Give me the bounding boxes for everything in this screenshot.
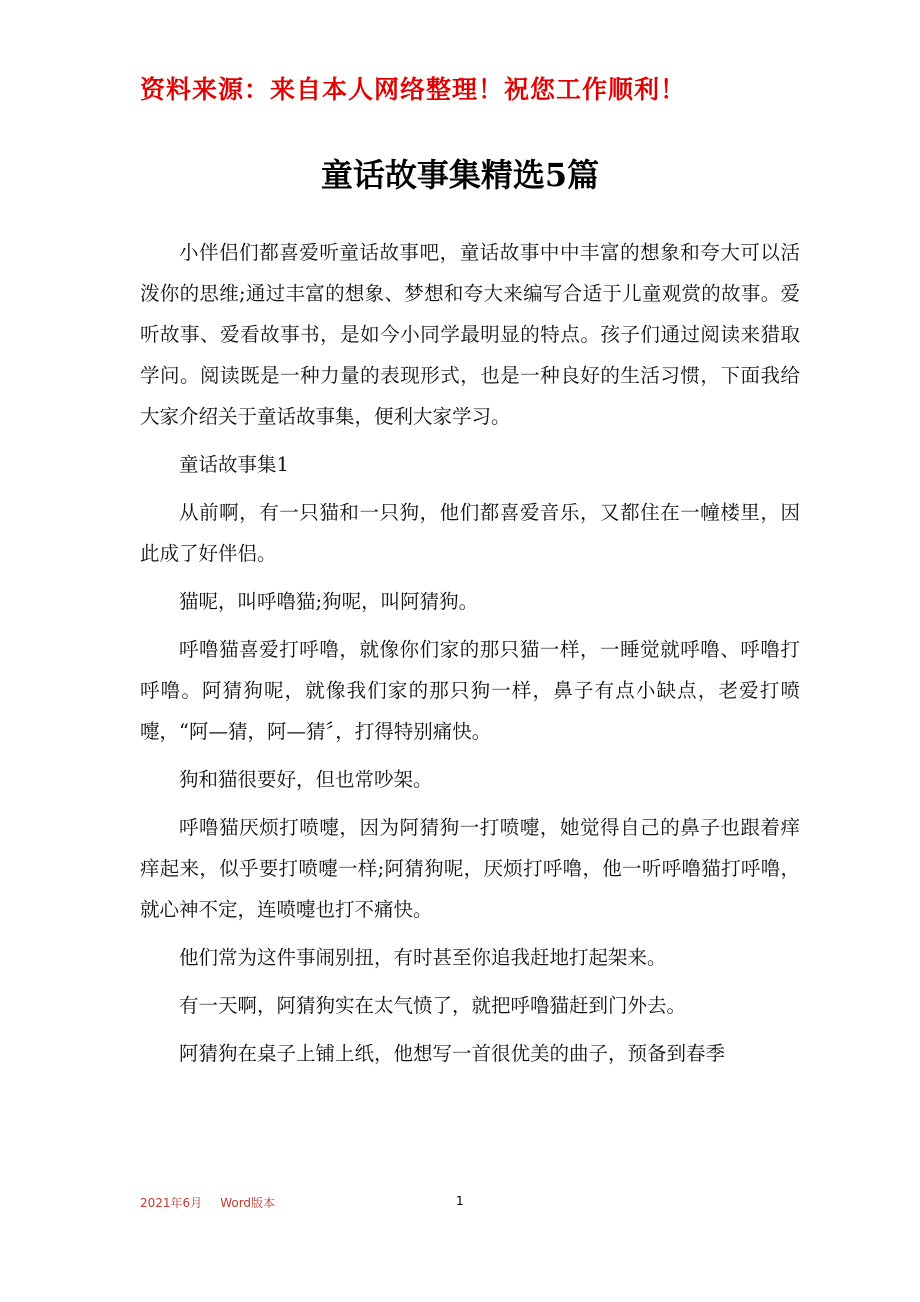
document-body bbox=[140, 232, 800, 1081]
paragraph: 小伴侣们都喜爱听童话故事吧，童话故事中中丰富的想象和夸大可以活泼你的思维;通过丰富的想象、梦想和夸大来编写合适于儿童观赏的故事。爱听故事、爱看故事书，是如今小同学最明显的特点。孩子们通过阅读来猎取学问。阅读既是一种力量的表现形式，也是一种良好的生活习惯，下面我给大家介绍关于童话故事集，便利大家学习。 bbox=[140, 241, 800, 428]
source-banner: 资料来源：来自本人网络整理！祝您工作顺利！ bbox=[140, 75, 687, 104]
page-number: 1 bbox=[456, 1194, 464, 1208]
paragraph: 从前啊，有一只猫和一只狗，他们都喜爱音乐，又都住在一幢楼里，因此成了好伴侣。 bbox=[140, 501, 800, 565]
document-title: 童话故事集精选5篇 bbox=[320, 156, 600, 194]
paragraph: 呼噜猫喜爱打呼噜，就像你们家的那只猫一样，一睡觉就呼噜、呼噜打呼噜。阿猜狗呢，就像我们家的那只狗一样，鼻子有点小缺点，老爱打喷嚏，“阿—猜，阿—猜〞，打得特别痛快。 bbox=[140, 638, 800, 743]
paragraph: 猫呢，叫呼噜猫;狗呢，叫阿猜狗。 bbox=[179, 590, 479, 613]
footer-date: 2021年6月 bbox=[140, 1196, 203, 1210]
paragraph: 他们常为这件事闹别扭，有时甚至你追我赶地打起架来。 bbox=[179, 946, 667, 969]
footer-info bbox=[140, 1194, 275, 1211]
paragraph: 阿猜狗在桌子上铺上纸，他想写一首很优美的曲子，预备到春季 bbox=[179, 1042, 726, 1065]
paragraph: 呼噜猫厌烦打喷嚏，因为阿猜狗一打喷嚏，她觉得自己的鼻子也跟着痒痒起来，似乎要打喷嚏一样;阿猜狗呢，厌烦打呼噜，他一听呼噜猫打呼噜，就心神不定，连喷嚏也打不痛快。 bbox=[140, 816, 800, 921]
paragraph: 有一天啊，阿猜狗实在太气愤了，就把呼噜猫赶到门外去。 bbox=[179, 994, 687, 1017]
footer-version: Word版本 bbox=[220, 1196, 276, 1210]
paragraph: 狗和猫很要好，但也常吵架。 bbox=[179, 768, 433, 791]
section-heading: 童话故事集1 bbox=[179, 453, 289, 476]
